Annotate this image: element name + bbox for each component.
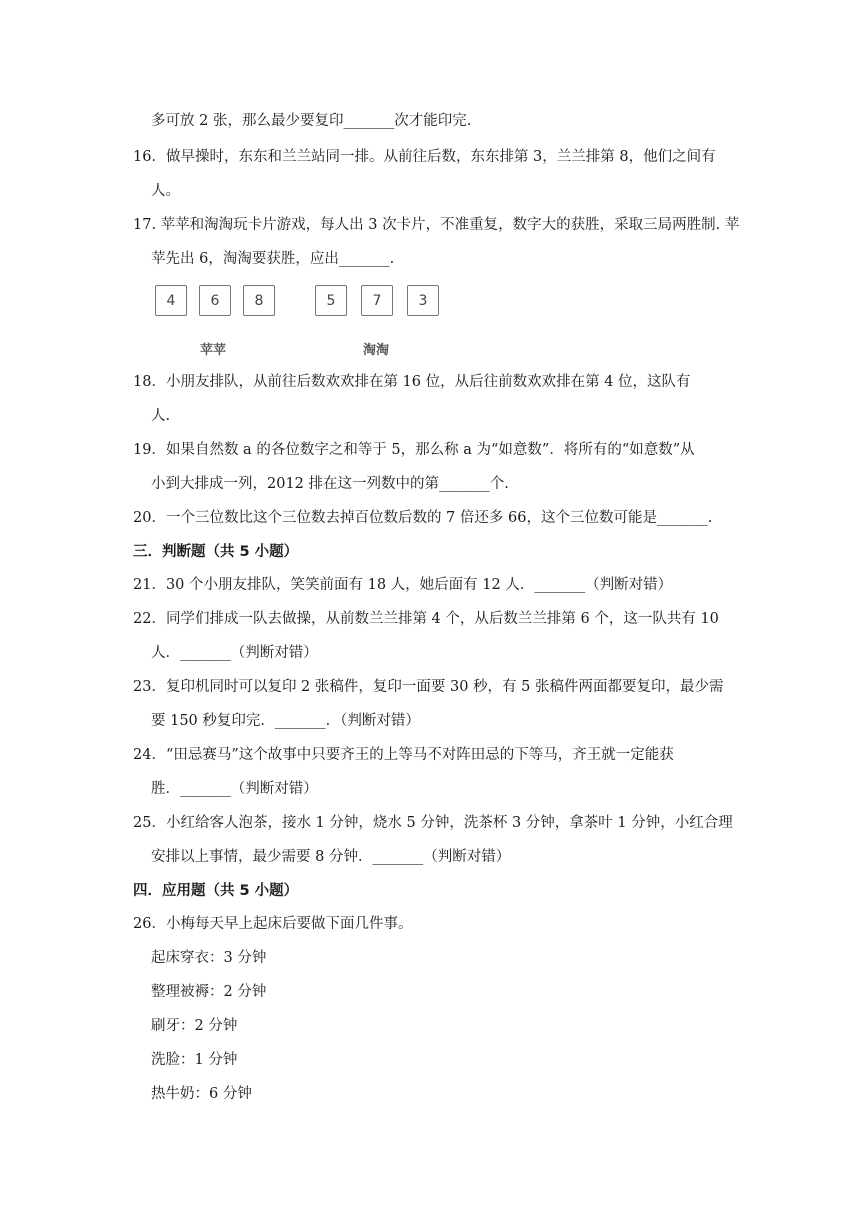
q19-line2: 小到大排成一列，2012 排在这一列数中的第_______个. [151, 476, 509, 492]
q20-line1: 20．一个三位数比这个三位数去掉百位数后数的 7 倍还多 66，这个三位数可能是_______. [133, 510, 713, 526]
q21-line1: 21．30 个小朋友排队，笑笑前面有 18 人，她后面有 12 人．_______（判断对错） [133, 577, 673, 593]
taotao-card: 7 [361, 285, 393, 316]
q16-line2: 人。 [151, 183, 180, 199]
q22-line2: 人．_______（判断对错） [151, 645, 318, 661]
taotao-card: 3 [407, 285, 439, 316]
task-item: 洗脸：1 分钟 [151, 1052, 238, 1068]
q23-line1: 23．复印机同时可以复印 2 张稿件，复印一面要 30 秒，有 5 张稿件两面都要复印，最少需 [133, 679, 724, 695]
q17-line1: 17. 苹苹和淘淘玩卡片游戏，每人出 3 次卡片，不准重复，数字大的获胜，采取三局两胜制. 苹 [133, 217, 740, 233]
taotao-label: 淘淘 [363, 343, 390, 358]
q26-line1: 26．小梅每天早上起床后要做下面几件事。 [133, 916, 413, 932]
q16-line1: 16．做早操时，东东和兰兰站同一排。从前往后数，东东排第 3，兰兰排第 8，他们之间有 [133, 149, 716, 165]
pingping-card: 6 [199, 285, 231, 316]
q18-line2: 人. [151, 408, 171, 424]
q23-line2: 要 150 秒复印完．_______．（判断对错） [151, 713, 420, 729]
q19-line1: 19．如果自然数 a 的各位数字之和等于 5，那么称 a 为“如意数”．将所有的“如意数”从 [133, 442, 695, 458]
section-4-heading: 四．应用题（共 5 小题） [133, 883, 299, 899]
task-item: 热牛奶：6 分钟 [151, 1086, 252, 1102]
q25-line1: 25．小红给客人泡茶，接水 1 分钟，烧水 5 分钟，洗茶杯 3 分钟，拿茶叶 1 分钟，小红合理 [133, 815, 733, 831]
q22-line1: 22．同学们排成一队去做操，从前数兰兰排第 4 个，从后数兰兰排第 6 个，这一队共有 10 [133, 611, 719, 627]
q24-line2: 胜．_______（判断对错） [151, 781, 318, 797]
task-item: 刷牙：2 分钟 [151, 1018, 238, 1034]
q17-line2: 苹先出 6，淘淘要获胜，应出_______. [151, 251, 395, 267]
task-item: 整理被褥：2 分钟 [151, 984, 267, 1000]
q25-line2: 安排以上事情，最少需要 8 分钟．_______（判断对错） [151, 849, 511, 865]
section-3-heading: 三．判断题（共 5 小题） [133, 544, 299, 560]
task-item: 起床穿衣：3 分钟 [151, 950, 267, 966]
q18-line1: 18．小朋友排队，从前往后数欢欢排在第 16 位，从后往前数欢欢排在第 4 位，这队有 [133, 374, 691, 390]
taotao-card: 5 [315, 285, 347, 316]
pingping-card: 8 [243, 285, 275, 316]
pingping-label: 苹苹 [200, 343, 227, 358]
pingping-card: 4 [155, 285, 187, 316]
q15-continuation: 多可放 2 张，那么最少要复印_______次才能印完. [151, 113, 472, 129]
q24-line1: 24．“田忌赛马”这个故事中只要齐王的上等马不对阵田忌的下等马，齐王就一定能获 [133, 747, 674, 763]
